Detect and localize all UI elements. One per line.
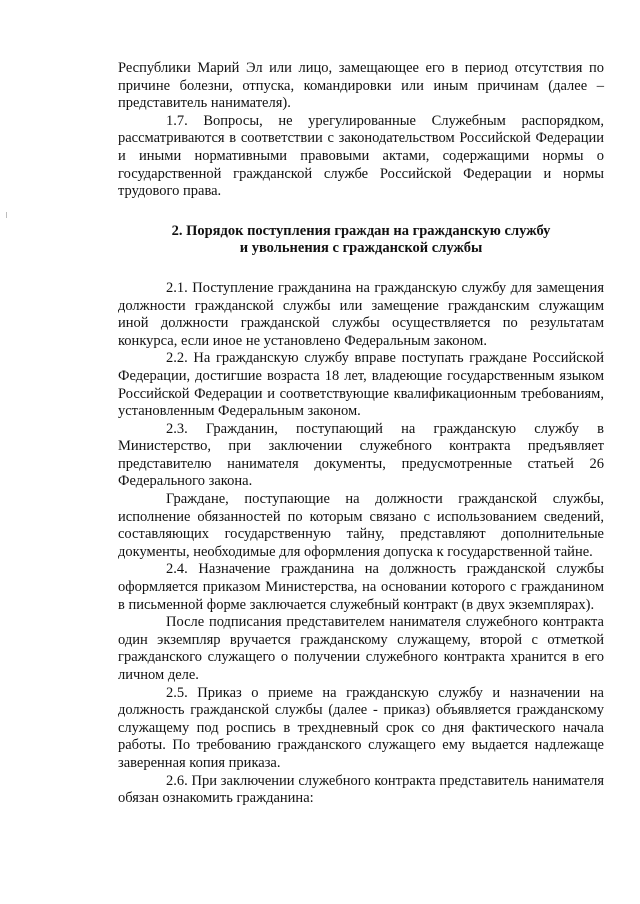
paragraph-2-4-contract: После подписания представителем нанимателя служебного контракта один экземпляр вручается гражданскому служащему, второй с отметкой гражданского служащего о получении служебного контракта хранится в его личном деле.: [118, 614, 604, 683]
section-heading-line-1: 2. Порядок поступления граждан на гражданскую службу: [171, 222, 551, 239]
paragraph-2-6: 2.6. При заключении служебного контракта представитель нанимателя обязан ознакомить гражданина:: [118, 772, 604, 807]
section-heading-line-2: и увольнения с гражданской службы: [239, 240, 483, 257]
paragraph-1-7: 1.7. Вопросы, не урегулированные Служебным распорядком, рассматриваются в соответствии с законодательством Российской Федерации и иными нормативными правовыми актами, содержащими нормы о государственной гражданской службе Российской Федерации и нормы трудового права.: [118, 112, 604, 200]
paragraph-2-1: 2.1. Поступление гражданина на гражданскую службу для замещения должности гражданской службы или замещение гражданским служащим иной должности гражданской службы осуществляется по результатам конкурса, если иное не установлено Федеральным законом.: [118, 279, 604, 349]
section-heading: [118, 223, 604, 258]
paragraph-2-5: 2.5. Приказ о приеме на гражданскую службу и назначении на должность гражданской службы (далее - приказ) объявляется гражданскому служащему под роспись в трехдневный срок со дня фактического начала работы. По требованию гражданского служащего ему выдается надлежаще заверенная копия приказа.: [118, 684, 604, 771]
paragraph-2-2: 2.2. На гражданскую службу вправе поступать граждане Российской Федерации, достигшие возраста 18 лет, владеющие государственным языком Российской Федерации и соответствующие квалификационным требованиям, установленным Федеральным законом.: [118, 350, 604, 420]
text-block-section: [118, 280, 604, 808]
paragraph-continuation: Республики Марий Эл или лицо, замещающее его в период отсутствия по причине болезни, отпуска, командировки или иным причинам (далее – представитель нанимателя).: [118, 60, 604, 112]
paragraph-2-3-secret: Граждане, поступающие на должности гражданской службы, исполнение обязанностей по которым связано с использованием сведений, составляющих государственную тайну, представляют дополнительные документы, необходимые для оформления допуска к государственной тайне.: [118, 491, 604, 560]
scan-mark: [6, 212, 7, 218]
paragraph-2-3: 2.3. Гражданин, поступающий на гражданскую службу в Министерство, при заключении служебного контракта предъявляет представителю нанимателя документы, предусмотренные статьей 26 Федерального закона.: [118, 420, 604, 490]
paragraph-2-4: 2.4. Назначение гражданина на должность гражданской службы оформляется приказом Министерства, на основании которого с гражданином в письменной форме заключается служебный контракт (в двух экземплярах).: [118, 561, 604, 613]
text-block-top: [118, 60, 604, 201]
